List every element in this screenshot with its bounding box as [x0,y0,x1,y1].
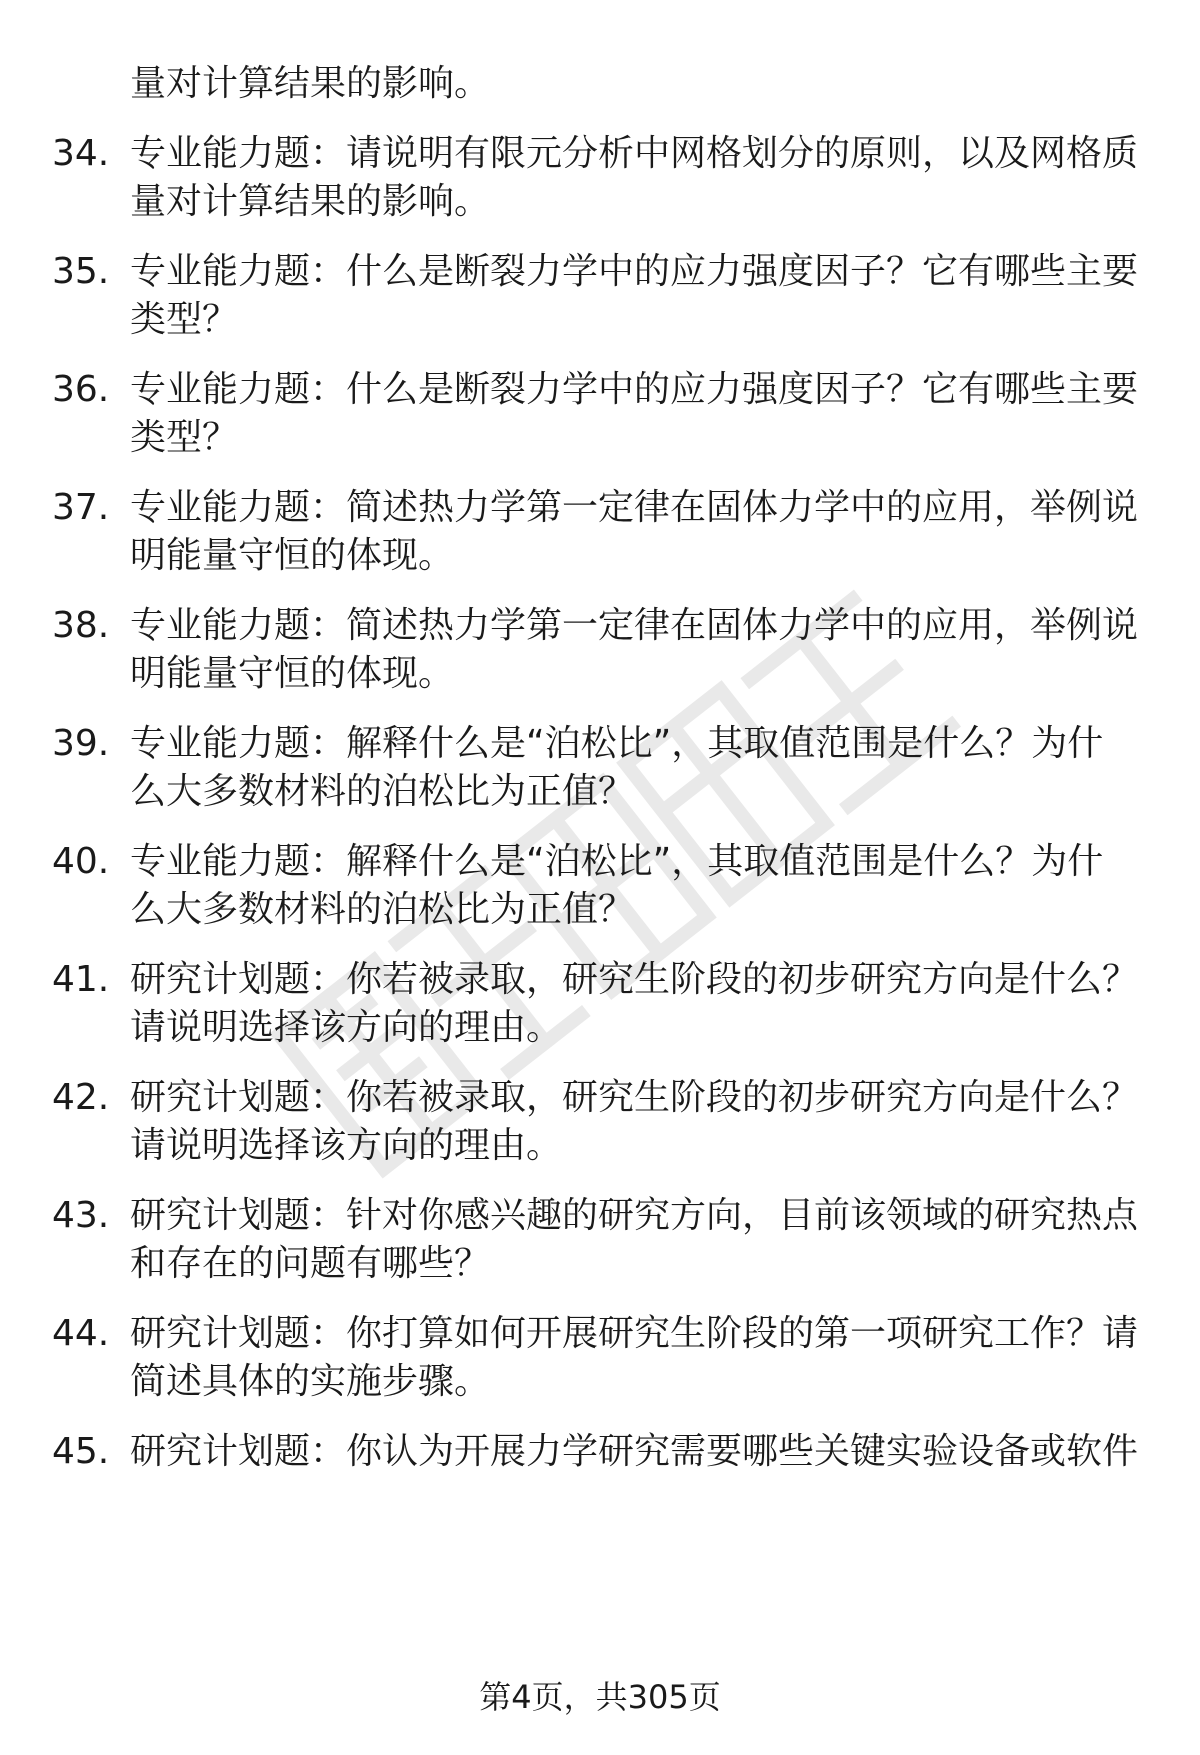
item-text-line: 研究计划题：针对你感兴趣的研究方向，目前该领域的研究热点 [130,1195,1139,1236]
item-number: 42. [52,1077,110,1118]
item-number: 37. [52,487,110,528]
item-number: 38. [52,605,110,646]
list-item [0,1428,1200,1528]
list-item [0,602,1200,702]
item-number: 45. [52,1431,110,1472]
item-text-line: 专业能力题：解释什么是“泊松比”，其取值范围是什么？为什 [130,841,1104,882]
item-text-line: 专业能力题：什么是断裂力学中的应力强度因子？它有哪些主要 [130,369,1139,410]
item-number: 41. [52,959,110,1000]
item-number: 40. [52,841,110,882]
item-text-line: 专业能力题：请说明有限元分析中网格划分的原则，以及网格质 [130,133,1139,174]
list-item [0,956,1200,1056]
item-text-line: 量对计算结果的影响。 [130,181,491,222]
item-text-line: 么大多数材料的泊松比为正值？ [130,771,635,812]
continuation-line: 量对计算结果的影响。 [130,63,491,104]
list-item [0,366,1200,466]
item-number: 35. [52,251,110,292]
item-text-line: 请说明选择该方向的理由。 [130,1007,563,1048]
item-text-line: 类型？ [130,299,239,340]
item-number: 39. [52,723,110,764]
list-item [0,248,1200,348]
item-number: 43. [52,1195,110,1236]
list-item [0,838,1200,938]
page-number-footer: 第4页，共305页 [479,1678,721,1716]
item-text-line: 专业能力题：什么是断裂力学中的应力强度因子？它有哪些主要 [130,251,1139,292]
list-item [0,1310,1200,1410]
item-text-line: 研究计划题：你打算如何开展研究生阶段的第一项研究工作？请 [130,1313,1139,1354]
item-text-line: 研究计划题：你若被录取，研究生阶段的初步研究方向是什么？ [130,959,1139,1000]
item-number: 34. [52,133,110,174]
item-text-line: 类型？ [130,417,239,458]
item-text-line: 专业能力题：简述热力学第一定律在固体力学中的应用，举例说 [130,605,1139,646]
list-item [0,1074,1200,1174]
item-number: 36. [52,369,110,410]
item-text-line: 简述具体的实施步骤。 [130,1361,491,1402]
item-text-line: 专业能力题：简述热力学第一定律在固体力学中的应用，举例说 [130,487,1139,528]
list-item [0,130,1200,230]
item-text-line: 请说明选择该方向的理由。 [130,1125,563,1166]
list-item [0,1192,1200,1292]
item-text-line: 么大多数材料的泊松比为正值？ [130,889,635,930]
item-text-line: 明能量守恒的体现。 [130,653,455,694]
item-text-line: 明能量守恒的体现。 [130,535,455,576]
item-number: 44. [52,1313,110,1354]
item-text-line: 专业能力题：解释什么是“泊松比”，其取值范围是什么？为什 [130,723,1104,764]
list-item [0,484,1200,584]
item-text-line: 研究计划题：你认为开展力学研究需要哪些关键实验设备或软件 [130,1431,1139,1472]
item-text-line: 研究计划题：你若被录取，研究生阶段的初步研究方向是什么？ [130,1077,1139,1118]
list-item [0,720,1200,820]
item-text-line: 和存在的问题有哪些？ [130,1243,491,1284]
